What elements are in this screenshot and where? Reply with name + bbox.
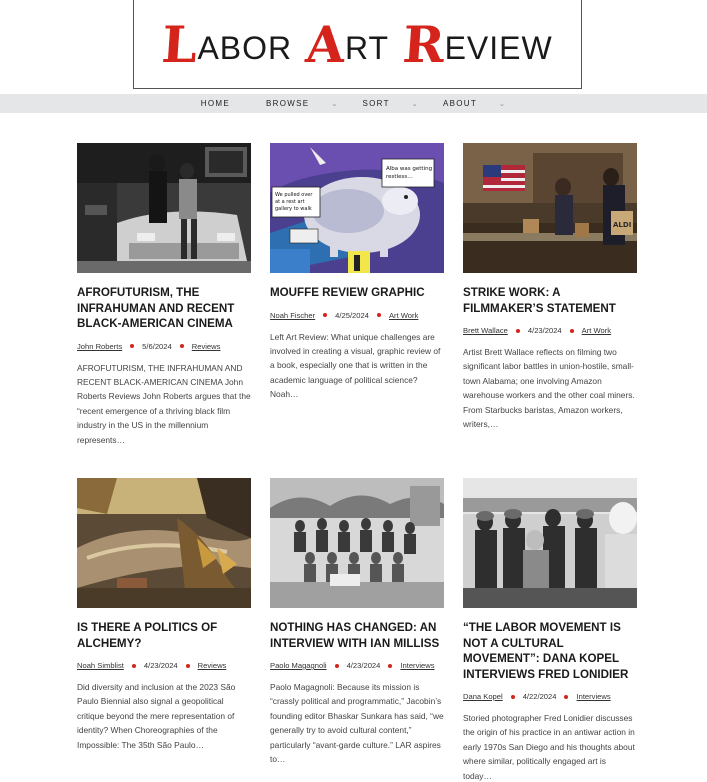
author-link[interactable]: Brett Wallace	[463, 326, 508, 335]
nav-sort[interactable]	[363, 99, 419, 108]
thumbnail-image-mouffe-graphic	[270, 143, 444, 273]
logo-word-labor	[160, 14, 293, 74]
post-thumbnail[interactable]	[270, 143, 444, 273]
separator-dot-icon	[511, 695, 515, 699]
separator-dot-icon	[377, 313, 381, 317]
separator-dot-icon	[180, 344, 184, 348]
separator-dot-icon	[516, 329, 520, 333]
nav-browse-label: BROWSE	[265, 99, 310, 108]
svg-text:at a rest art: at a rest art	[275, 199, 305, 205]
thumbnail-image-alchemy	[77, 478, 251, 608]
post-date: 4/25/2024	[335, 310, 369, 320]
nav-about[interactable]	[443, 99, 506, 108]
logo-cap-a: A	[304, 14, 348, 74]
post-thumbnail[interactable]	[77, 478, 251, 608]
post-date: 4/23/2024	[346, 661, 381, 670]
category-link[interactable]: Art Work	[581, 326, 612, 335]
post-meta	[77, 661, 251, 670]
category-link[interactable]: Reviews	[191, 341, 221, 351]
post-excerpt: Storied photographer Fred Lonidier discusses the origin of his practice in an antiwar action in early 1970s San Diego and his thoughts about where similar, politically engaged art is today…	[463, 713, 635, 781]
separator-dot-icon	[570, 329, 574, 333]
category-link[interactable]: Reviews	[197, 661, 227, 670]
post-card	[463, 478, 637, 782]
thumbnail-image-afrofuturism	[77, 143, 251, 273]
post-title-link[interactable]: AFROFUTURISM, THE INFRAHUMAN AND RECENT BLACK-AMERICAN CINEMA	[77, 286, 235, 330]
chevron-down-icon: ⌄	[499, 100, 507, 108]
author-link[interactable]: John Roberts	[77, 341, 123, 351]
svg-text:We pulled over: We pulled over	[275, 192, 313, 198]
author-link[interactable]: Noah Fischer	[270, 310, 316, 320]
post-meta	[463, 692, 637, 701]
thumbnail-image-ian-milliss	[270, 478, 444, 608]
post-title-link[interactable]: MOUFFE REVIEW GRAPHIC	[270, 286, 425, 299]
separator-dot-icon	[323, 313, 327, 317]
post-date: 4/22/2024	[522, 692, 557, 701]
logo-rest-eview: EVIEW	[444, 29, 553, 66]
category-link[interactable]: Art Work	[388, 310, 419, 320]
post-meta	[463, 326, 637, 335]
post-date: 4/23/2024	[143, 661, 178, 670]
post-meta	[270, 311, 444, 320]
nav-sort-label: SORT	[362, 99, 390, 108]
post-excerpt: Did diversity and inclusion at the 2023 São Paulo Biennial also signal a geopolitical critique beyond the mere representation of identity? When Choreographies of the Impossible: The 35th São Paulo…	[77, 682, 236, 750]
post-title-link[interactable]: STRIKE WORK: A FILMMAKER’S STATEMENT	[463, 286, 616, 315]
separator-dot-icon	[132, 664, 136, 668]
category-link[interactable]: Interviews	[576, 692, 611, 701]
post-thumbnail[interactable]	[463, 143, 637, 273]
post-thumbnail[interactable]	[77, 143, 251, 273]
post-meta	[270, 661, 444, 670]
logo-cap-l: L	[160, 14, 200, 74]
logo-rest-abor: ABOR	[197, 29, 293, 66]
post-card	[77, 478, 251, 752]
thumbnail-image-fred-lonidier	[463, 478, 637, 608]
logo-wordmark	[160, 14, 553, 74]
svg-text:restless…: restless…	[386, 174, 413, 180]
logo-cap-r: R	[400, 14, 447, 74]
main-nav	[0, 94, 707, 113]
category-link[interactable]: Interviews	[400, 661, 435, 670]
chevron-down-icon: ⌄	[411, 100, 419, 108]
nav-about-label: ABOUT	[442, 99, 478, 108]
logo-rest-rt: RT	[344, 29, 390, 66]
author-link[interactable]: Noah Simblist	[77, 661, 124, 670]
post-date: 4/23/2024	[527, 326, 562, 335]
svg-text:gallery to walk: gallery to walk	[275, 206, 312, 212]
author-link[interactable]: Dana Kopel	[463, 692, 503, 701]
post-thumbnail[interactable]	[463, 478, 637, 608]
post-date: 5/6/2024	[142, 341, 172, 351]
nav-browse[interactable]	[266, 99, 339, 108]
separator-dot-icon	[388, 664, 392, 668]
post-card	[270, 478, 444, 766]
post-excerpt: AFROFUTURISM, THE INFRAHUMAN AND RECENT BLACK-AMERICAN CINEMA John Roberts Reviews John Roberts argues that the “recent emergence of a thriving black film industry in the US in the millennium represents…	[77, 362, 251, 445]
nav-home[interactable]	[201, 99, 230, 108]
chevron-down-icon: ⌄	[331, 100, 339, 108]
post-card	[463, 143, 637, 431]
svg-text:ALDI: ALDI	[613, 221, 632, 229]
separator-dot-icon	[186, 664, 190, 668]
logo-word-review	[400, 14, 553, 74]
nav-home-label: HOME	[200, 99, 230, 108]
separator-dot-icon	[564, 695, 568, 699]
post-meta	[77, 342, 251, 351]
site-logo[interactable]	[133, 0, 582, 89]
post-card	[77, 143, 251, 447]
post-excerpt: Left Art Review: What unique challenges are involved in creating a visual, graphic review of a book, especially one that is written in the academic language of political science? Noah…	[270, 331, 441, 400]
separator-dot-icon	[335, 664, 339, 668]
separator-dot-icon	[130, 344, 134, 348]
thumbnail-image-strike-work	[463, 143, 637, 273]
logo-word-art	[304, 14, 390, 74]
post-title-link[interactable]: “THE LABOR MOVEMENT IS NOT A CULTURAL MOVEMENT”: DANA KOPEL INTERVIEWS FRED LONIDIER	[463, 621, 629, 681]
post-title-link[interactable]: IS THERE A POLITICS OF ALCHEMY?	[77, 621, 218, 650]
post-card	[270, 143, 444, 402]
post-title-link[interactable]: NOTHING HAS CHANGED: AN INTERVIEW WITH IAN MILLISS	[270, 621, 440, 650]
post-excerpt: Paolo Magagnoli: Because its mission is “crassly political and programmatic,” Jacobin’s founding editor Bhaskar Sunkara has said, “we generally try to avoid cultural content,” particularly “avant-garde culture.” LAR aspires to…	[270, 682, 444, 765]
svg-text:Alba was getting: Alba was getting	[386, 166, 433, 172]
author-link[interactable]: Paolo Magagnoli	[270, 661, 327, 670]
post-thumbnail[interactable]	[270, 478, 444, 608]
post-excerpt: Artist Brett Wallace reflects on filming two significant labor battles in union-hostile, small-town Alabama; one involving Amazon warehouse workers and the other coal miners. From Starbucks baristas, Amazon workers, writers,…	[463, 347, 635, 430]
